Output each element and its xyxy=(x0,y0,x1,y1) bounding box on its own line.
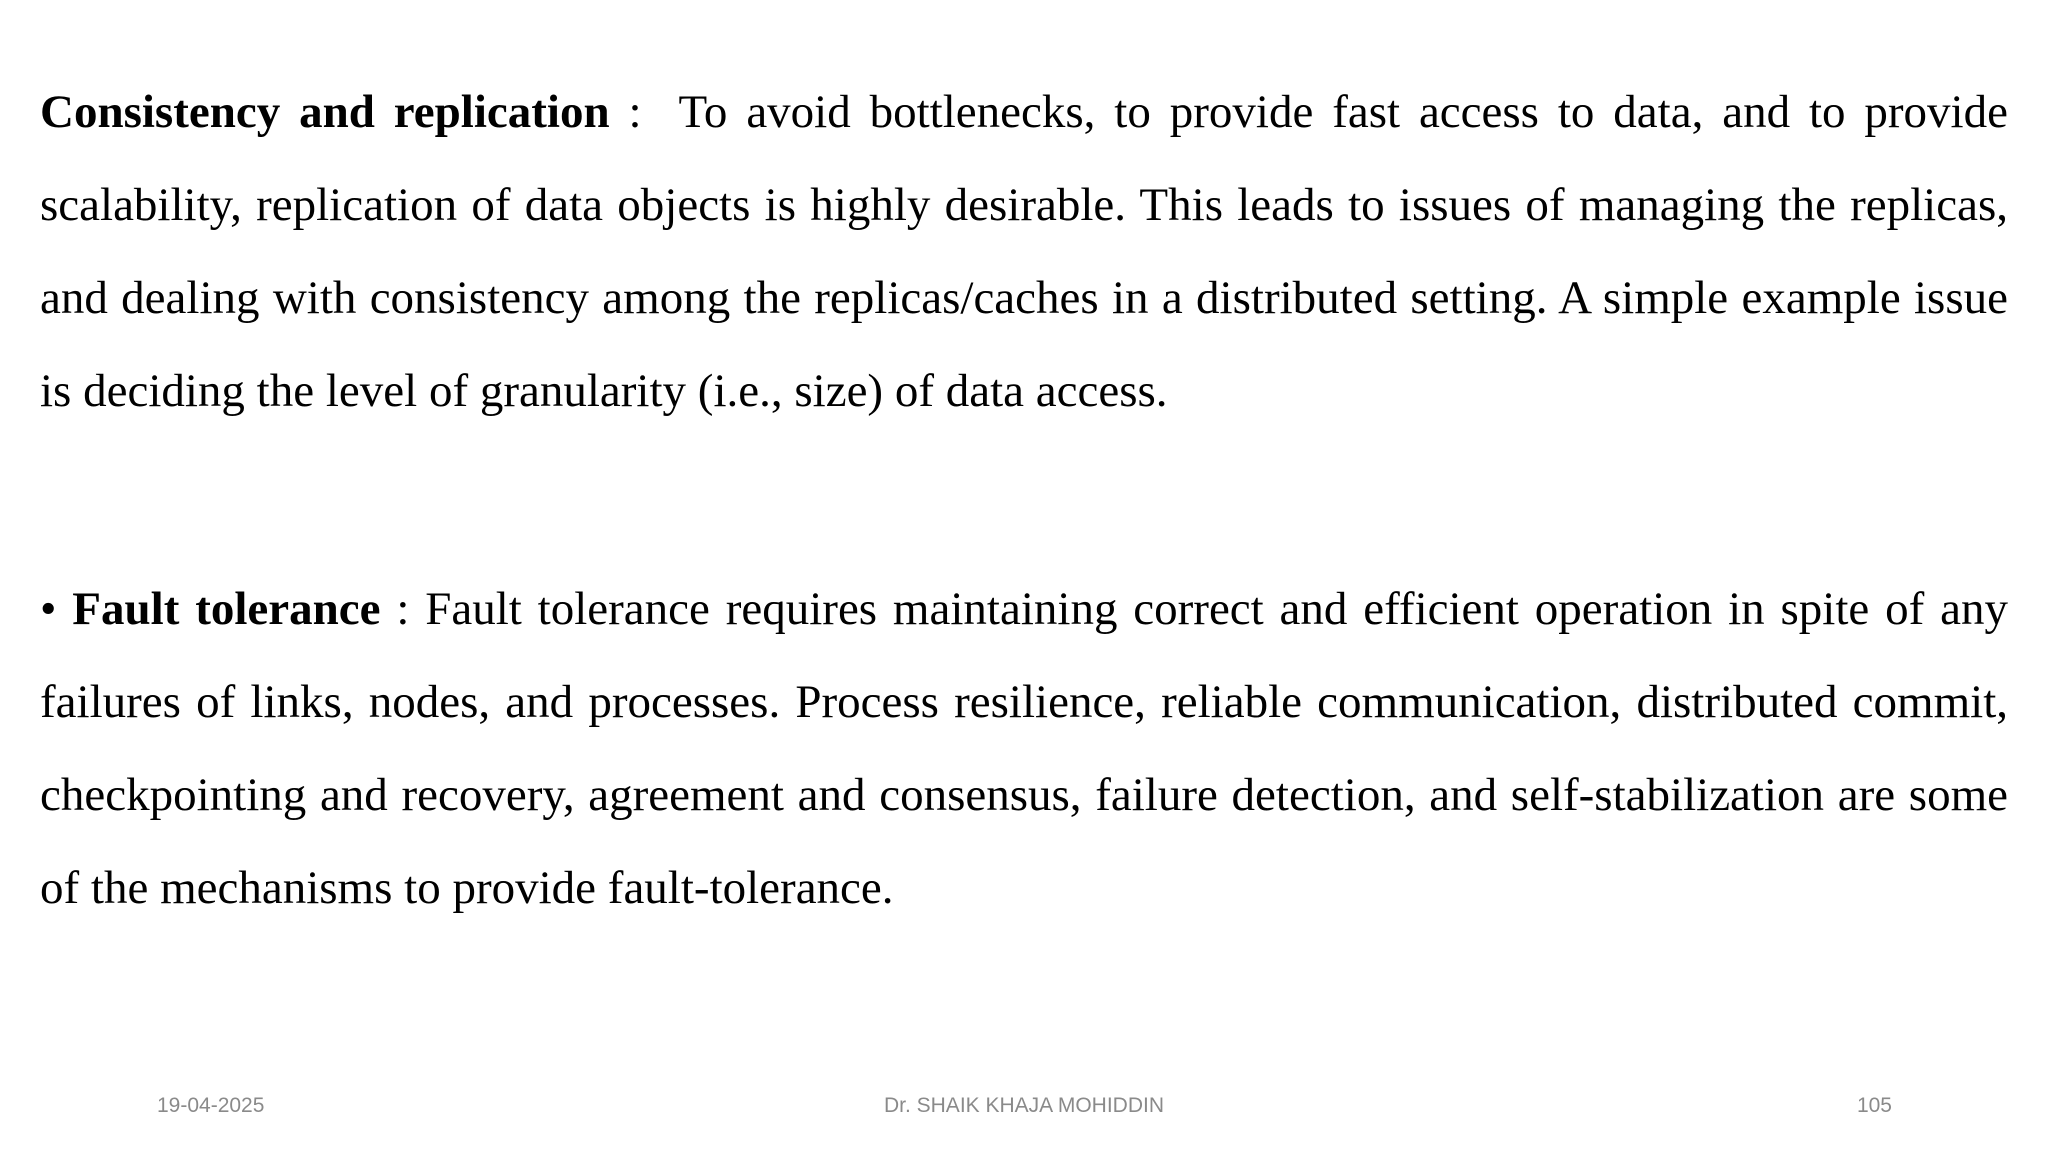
paragraph-fault-tolerance xyxy=(40,563,2008,935)
paragraph-term: Fault tolerance xyxy=(72,583,381,635)
bullet-icon: • xyxy=(40,583,73,635)
footer-author: Dr. SHAIK KHAJA MOHIDDIN xyxy=(883,1094,1165,1117)
paragraph-consistency-replication xyxy=(40,66,2008,438)
paragraph-separator: : xyxy=(609,86,679,138)
paragraph-text: To avoid bottlenecks, to provide fast access to data, and to provide scalability, replication of data objects is highly desirable. This leads to issues of managing the replicas, and dealing with consistency among the replicas/caches in a distributed setting. A simple example issue is deciding the level of granularity (i.e., size) of data access. xyxy=(40,86,2008,417)
paragraph-separator: : xyxy=(380,583,426,635)
footer-page-number: 105 xyxy=(1856,1094,1892,1117)
paragraph-term: Consistency and replication xyxy=(40,86,610,138)
footer-date: 19-04-2025 xyxy=(157,1094,265,1117)
slide-body xyxy=(40,66,2008,935)
paragraph-text: Fault tolerance requires maintaining correct and efficient operation in spite of any failures of links, nodes, and processes. Process resilience, reliable communication, distributed commit, checkpointing and recovery, agreement and consensus, failure detection, and self-stabilization are some of the mechanisms to provide fault-tolerance. xyxy=(40,583,2008,914)
